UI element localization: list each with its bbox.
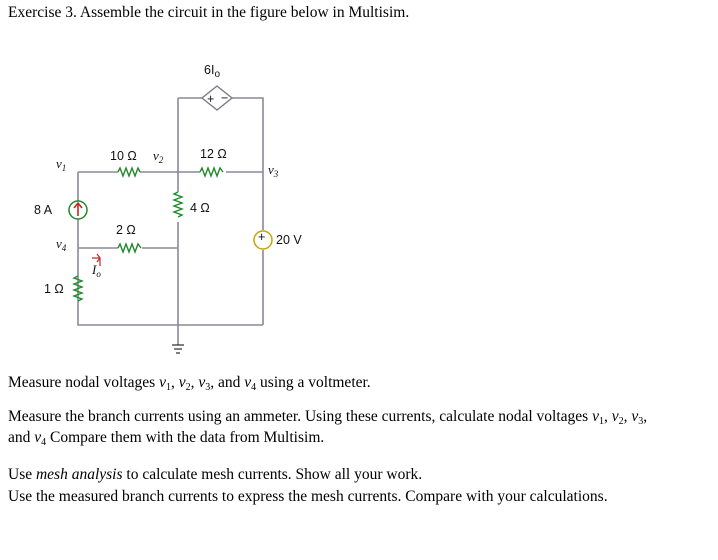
resistor-10-ohm xyxy=(118,168,140,176)
label-20v: 20 V xyxy=(276,233,302,247)
label-12-ohm: 12 Ω xyxy=(200,147,227,161)
label-io: $I_o$ xyxy=(92,262,101,279)
label-v1: $v_1$ xyxy=(56,156,67,173)
label-4-ohm: 4 Ω xyxy=(190,201,210,215)
label-6io: $6I_o$ xyxy=(204,63,220,80)
vsrc-plus: + xyxy=(258,230,266,244)
label-1-ohm: 1 Ω xyxy=(44,282,64,296)
label-v2: $v_2$ xyxy=(153,148,164,165)
ground-icon xyxy=(172,345,184,353)
label-v4: $v_4$ xyxy=(56,236,67,253)
paragraph-mesh-analysis: Use mesh analysis to calculate mesh currents. Show all your work. xyxy=(8,466,423,483)
resistor-1-ohm xyxy=(74,276,82,301)
label-2-ohm: 2 Ω xyxy=(116,223,136,237)
paragraph-mesh-compare: Use the measured branch currents to express the mesh currents. Compare with your calculations. xyxy=(8,488,608,505)
resistor-12-ohm xyxy=(200,168,223,176)
dep-source-minus: − xyxy=(221,91,229,105)
paragraph-branch-currents-cont: and $v_4$ Compare them with the data from Multisim. xyxy=(8,429,325,448)
label-v3: $v_3$ xyxy=(268,162,279,179)
dep-source-plus: + xyxy=(207,92,215,106)
exercise-title: Exercise 3. Assemble the circuit in the figure below in Multisim. xyxy=(8,4,410,21)
label-10-ohm: 10 Ω xyxy=(110,149,137,163)
paragraph-branch-currents: Measure the branch currents using an ammeter. Using these currents, calculate nodal voltages $v_1$, $v_2$, $v_3$, xyxy=(8,408,648,427)
resistor-2-ohm xyxy=(118,244,141,252)
resistor-4-ohm xyxy=(174,192,182,217)
paragraph-measure-nodal: Measure nodal voltages $v_1$, $v_2$, $v_3$, and $v_4$ using a voltmeter. xyxy=(8,374,371,393)
label-8a: 8 A xyxy=(34,203,53,217)
